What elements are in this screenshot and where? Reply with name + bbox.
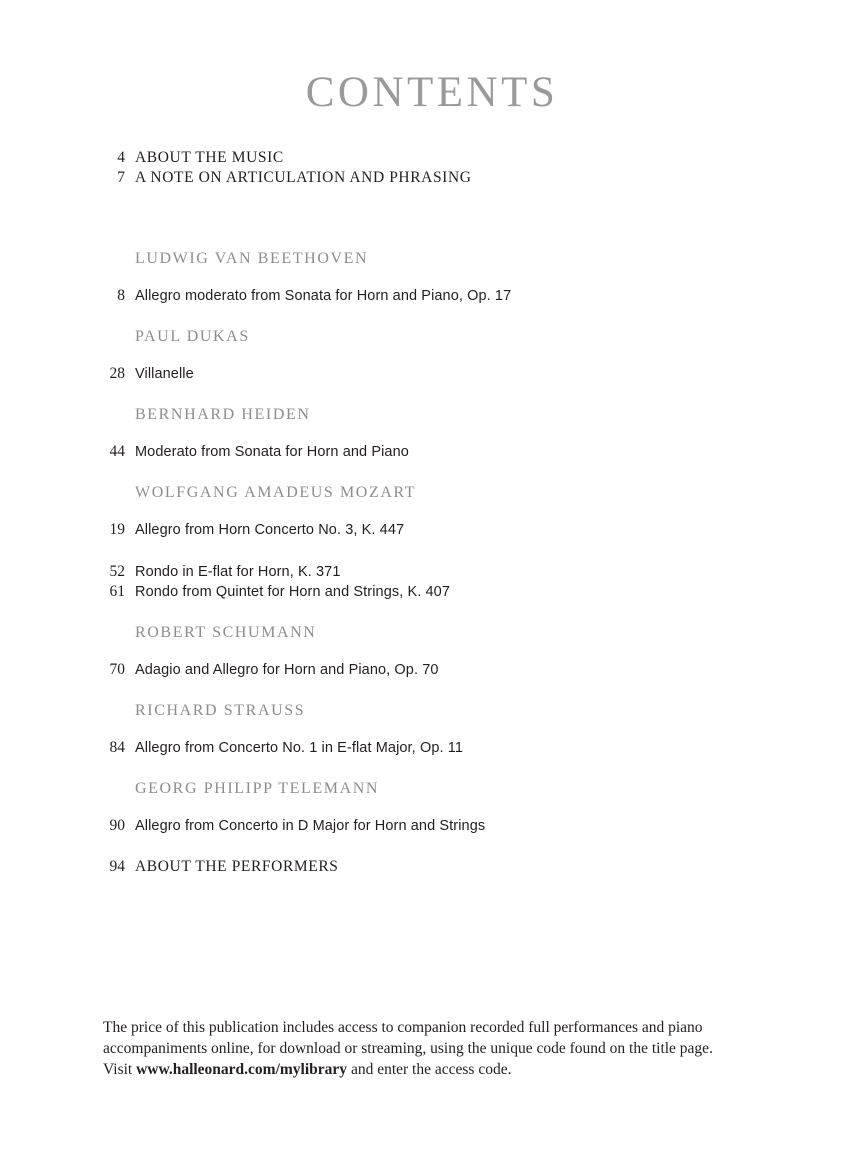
entry-title: Allegro from Horn Concerto No. 3, K. 447 <box>135 522 405 538</box>
composer-name: LUDWIG VAN BEETHOVEN <box>135 250 369 267</box>
toc-entry-heiden-moderato[interactable] <box>0 444 864 464</box>
page-number: 7 <box>117 169 125 186</box>
toc-entry-mozart-rondo-k407[interactable] <box>0 584 864 604</box>
footer-line-1: The price of this publication includes access to companion recorded full performances and piano <box>103 1019 703 1036</box>
entry-title: Allegro from Concerto in D Major for Horn and Strings <box>135 818 486 834</box>
page-number-placeholder <box>0 625 135 641</box>
page-number-placeholder <box>0 251 135 267</box>
entry-title: Rondo in E-flat for Horn, K. 371 <box>135 564 341 580</box>
composer-heading-beethoven <box>0 251 864 271</box>
spacer <box>0 308 864 329</box>
toc-entry-note-on-articulation[interactable] <box>0 170 864 190</box>
spacer <box>0 723 864 740</box>
spacer <box>0 190 864 251</box>
spacer <box>0 271 864 288</box>
page-number-placeholder <box>0 703 135 719</box>
spacer <box>0 349 864 366</box>
toc-entry-telemann-concerto-d-major[interactable] <box>0 818 864 838</box>
entry-title: ABOUT THE PERFORMERS <box>135 858 339 875</box>
composer-heading-strauss <box>0 703 864 723</box>
toc-entry-about-the-music[interactable] <box>0 150 864 170</box>
page-number-placeholder <box>0 329 135 345</box>
toc-entry-dukas-villanelle[interactable] <box>0 366 864 386</box>
entry-title: Villanelle <box>135 366 194 382</box>
page-number: 70 <box>109 661 125 678</box>
spacer <box>0 645 864 662</box>
entry-title: Allegro from Concerto No. 1 in E-flat Major, Op. 11 <box>135 740 463 756</box>
footer-visit-prefix: Visit <box>103 1060 137 1078</box>
footer-line-3 <box>103 1060 783 1081</box>
entry-title: Adagio and Allegro for Horn and Piano, Op. 70 <box>135 662 439 678</box>
spacer <box>0 505 864 522</box>
page-number: 44 <box>109 443 125 460</box>
footer-note <box>103 1018 783 1081</box>
spacer <box>0 542 864 564</box>
toc-entry-mozart-rondo-k371[interactable] <box>0 564 864 584</box>
spacer <box>0 760 864 781</box>
toc-entry-mozart-horn-concerto-3[interactable] <box>0 522 864 542</box>
footer-line-2: accompaniments online, for download or streaming, using the unique code found on the title page. <box>103 1039 713 1057</box>
composer-name: GEORG PHILIPP TELEMANN <box>135 780 380 797</box>
page-number: 90 <box>109 817 125 834</box>
toc-entry-beethoven-allegro-moderato[interactable] <box>0 288 864 308</box>
page-number: 28 <box>109 365 125 382</box>
page-number-placeholder <box>0 407 135 423</box>
page-number: 8 <box>117 287 125 304</box>
spacer <box>0 427 864 444</box>
toc-entry-strauss-concerto-1[interactable] <box>0 740 864 760</box>
entry-title: ABOUT THE MUSIC <box>135 149 284 166</box>
composer-heading-heiden <box>0 407 864 427</box>
footer-visit-suffix: and enter the access code. <box>347 1060 512 1078</box>
composer-heading-dukas <box>0 329 864 349</box>
composer-name: ROBERT SCHUMANN <box>135 624 317 641</box>
spacer <box>0 682 864 703</box>
page-number-placeholder <box>0 485 135 501</box>
spacer <box>0 604 864 625</box>
page-number: 94 <box>109 858 125 875</box>
page-title: CONTENTS <box>305 69 559 116</box>
composer-heading-mozart <box>0 485 864 505</box>
composer-heading-telemann <box>0 781 864 801</box>
toc-entry-about-the-performers[interactable] <box>0 859 864 879</box>
composer-name: RICHARD STRAUSS <box>135 702 306 719</box>
composer-heading-schumann <box>0 625 864 645</box>
spacer <box>0 838 864 859</box>
entry-title: A NOTE ON ARTICULATION AND PHRASING <box>135 169 472 186</box>
page-number: 61 <box>109 583 125 600</box>
toc-entry-schumann-adagio-allegro[interactable] <box>0 662 864 682</box>
composer-name: PAUL DUKAS <box>135 328 250 345</box>
footer-link[interactable]: www.halleonard.com/mylibrary <box>136 1060 348 1078</box>
page-number: 52 <box>109 563 125 580</box>
entry-title: Moderato from Sonata for Horn and Piano <box>135 444 409 460</box>
spacer <box>0 801 864 818</box>
entry-title: Rondo from Quintet for Horn and Strings, K. 407 <box>135 584 450 600</box>
entry-title: Allegro moderato from Sonata for Horn and Piano, Op. 17 <box>135 288 512 304</box>
spacer <box>0 386 864 407</box>
composer-name: BERNHARD HEIDEN <box>135 406 311 423</box>
spacer <box>0 464 864 485</box>
page-number: 84 <box>109 739 125 756</box>
table-of-contents <box>0 150 864 879</box>
composer-name: WOLFGANG AMADEUS MOZART <box>135 484 417 501</box>
page-number: 19 <box>109 521 125 538</box>
page-number-placeholder <box>0 781 135 797</box>
page-number: 4 <box>117 149 125 166</box>
